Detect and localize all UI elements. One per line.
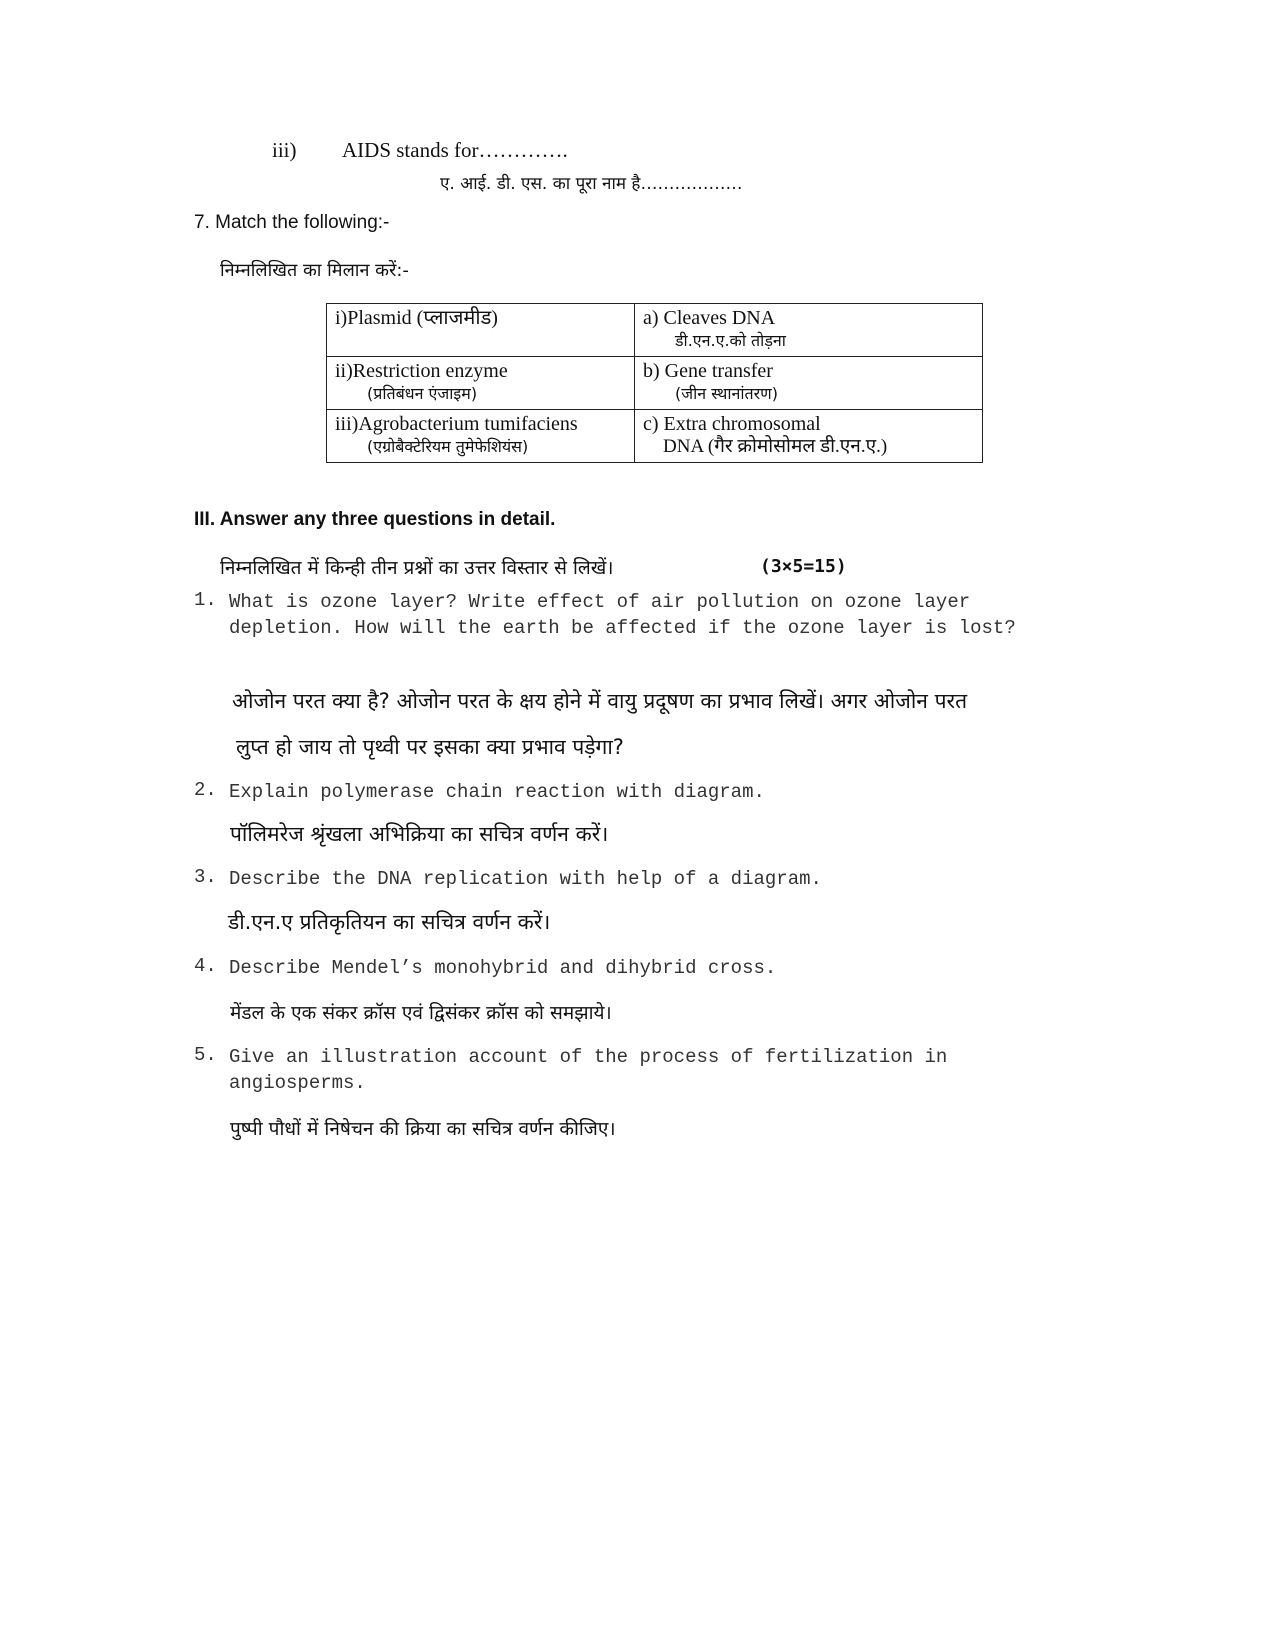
table-cell — [635, 410, 983, 463]
question-number: 4. — [194, 955, 217, 977]
cell-hindi-text: (प्रतिबंधन एंजाइम) — [367, 384, 478, 403]
table-row — [327, 357, 983, 410]
cell-hindi-text: (जीन स्थानांतरण) — [675, 384, 778, 403]
question-hindi-text: ए. आई. डी. एस. का पूरा नाम है……………… — [440, 174, 743, 194]
cell-hindi-text: (एग्रोबैक्टेरियम तुमेफेशियंस) — [367, 437, 529, 456]
match-table — [326, 303, 983, 463]
table-cell — [327, 304, 635, 357]
question-number: 2. — [194, 779, 217, 801]
cell-english-text: ii)Restriction enzyme — [335, 360, 508, 382]
question-hindi-text: पुष्पी पौधों में निषेचन की क्रिया का सचित्र वर्णन कीजिए। — [230, 1118, 616, 1140]
table-row — [327, 304, 983, 357]
section-title: III. Answer any three questions in detail. — [194, 509, 556, 530]
question-number: 5. — [194, 1044, 217, 1066]
cell-hindi-text: डी.एन.ए.को तोड़ना — [675, 331, 786, 350]
table-cell — [635, 304, 983, 357]
question-number: 3. — [194, 866, 217, 888]
cell-english-text: c) Extra chromosomal — [643, 413, 821, 435]
question-text: Give an illustration account of the process of fertilization in angiosperms. — [229, 1046, 948, 1094]
question-text: Explain polymerase chain reaction with diagram. — [229, 781, 765, 803]
question-hindi-text: लुप्त हो जाय तो पृथ्वी पर इसका क्या प्रभाव पड़ेगा? — [236, 735, 624, 759]
cell-english-text: i)Plasmid (प्लाजमीड) — [335, 307, 498, 329]
question-hindi-text: पॉलिमरेज श्रृंखला अभिक्रिया का सचित्र वर्णन करें। — [230, 822, 609, 846]
section-hindi-title: निम्नलिखित में किन्ही तीन प्रश्नों का उत्तर विस्तार से लिखें। — [220, 557, 614, 579]
question-number: iii) — [272, 138, 297, 162]
table-cell — [327, 357, 635, 410]
marks-label: (3×5=15) — [760, 556, 847, 577]
cell-english-text: iii)Agrobacterium tumifaciens — [335, 413, 578, 435]
question-number: 1. — [194, 589, 217, 611]
question-text: AIDS stands for…………. — [342, 138, 568, 162]
question-text: Describe the DNA replication with help of a diagram. — [229, 868, 822, 890]
table-cell — [327, 410, 635, 463]
question-text: Describe Mendel’s monohybrid and dihybrid cross. — [229, 957, 777, 979]
question-hindi-text: डी.एन.ए प्रतिकृतियन का सचित्र वर्णन करें। — [228, 910, 551, 934]
table-cell — [635, 357, 983, 410]
question-hindi-text: ओजोन परत क्या है? ओजोन परत के क्षय होने में वायु प्रदूषण का प्रभाव लिखें। अगर ओजोन परत — [232, 689, 968, 713]
cell-english-text: b) Gene transfer — [643, 360, 773, 382]
section-title: 7. Match the following:- — [194, 212, 390, 233]
question-hindi-text: मेंडल के एक संकर क्रॉस एवं द्विसंकर क्रॉस को समझाये। — [230, 1002, 612, 1024]
section-hindi-title: निम्नलिखित का मिलान करें:- — [220, 260, 409, 281]
cell-mixed-text: DNA (गैर क्रोमोसोमल डी.एन.ए.) — [663, 436, 888, 457]
question-text: What is ozone layer? Write effect of air pollution on ozone layer depletion. How will the earth be affected if the ozone layer is lost? — [229, 591, 1016, 639]
cell-english-text: a) Cleaves DNA — [643, 307, 776, 329]
table-row — [327, 410, 983, 463]
